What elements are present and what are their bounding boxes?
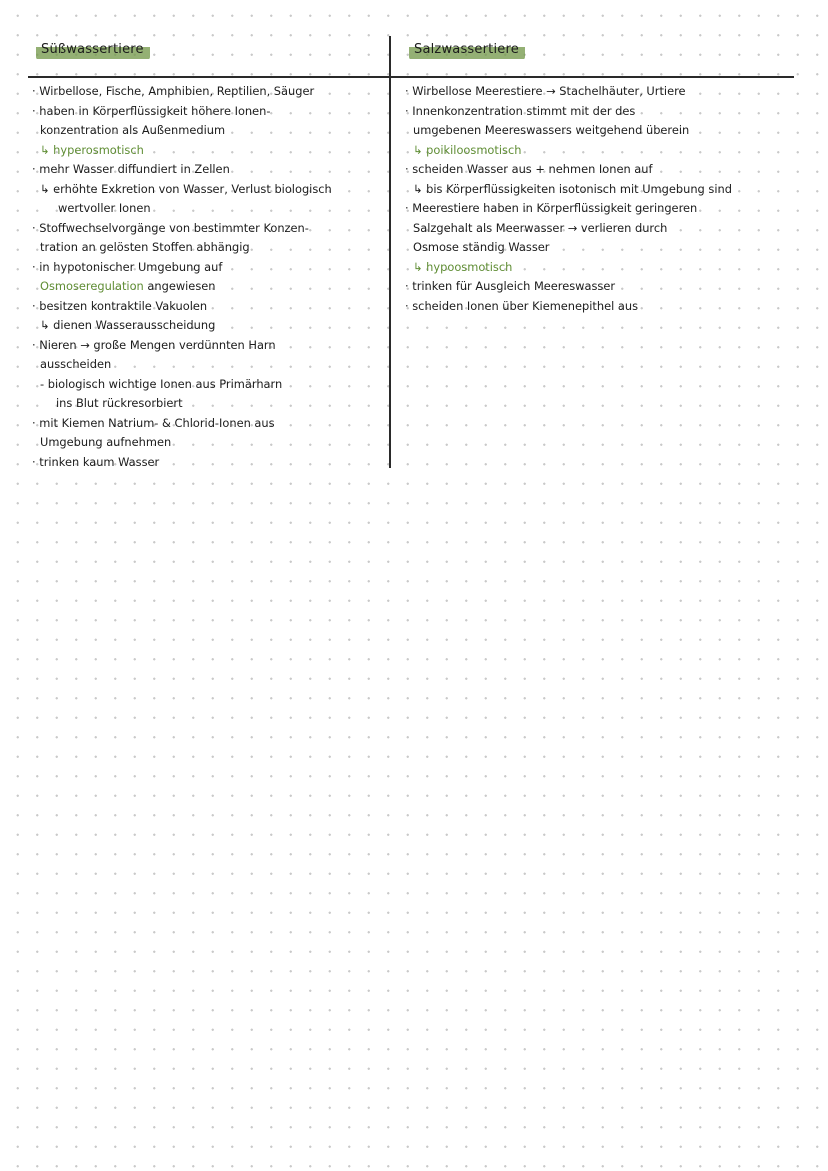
note-line: · Wirbellose Meerestiere → Stachelhäuter, Urtiere bbox=[405, 84, 686, 98]
note-line: · besitzen kontraktile Vakuolen bbox=[32, 298, 208, 313]
poikiloosmotic-note: ↳ poikiloosmotisch bbox=[413, 142, 522, 157]
note-line: · scheiden Wasser aus + nehmen Ionen auf bbox=[405, 162, 653, 176]
saltwater-notes bbox=[405, 82, 797, 316]
note-line: - biologisch wichtige Ionen aus Primärharn bbox=[40, 376, 283, 391]
hypoosmotic-note: ↳ hypoosmotisch bbox=[413, 259, 513, 274]
note-line: · haben in Körperflüssigkeit höhere Ionen- bbox=[32, 103, 271, 118]
column-divider-line bbox=[389, 36, 391, 468]
left-column-title: Süßwassertiere bbox=[36, 40, 150, 60]
note-line: · in hypotonischer Umgebung auf bbox=[32, 259, 223, 274]
note-line-rest: angewiesen bbox=[147, 279, 216, 293]
note-line: wertvoller Ionen bbox=[58, 201, 151, 215]
note-line: konzentration als Außenmedium bbox=[40, 123, 226, 137]
note-line: · Innenkonzentration stimmt mit der des bbox=[405, 103, 636, 118]
hyperosmotic-note: ↳ hyperosmotisch bbox=[40, 142, 144, 157]
osmoregulation-term: Osmoseregulation bbox=[40, 279, 144, 293]
note-line: Umgebung aufnehmen bbox=[40, 435, 172, 449]
note-line: ↳ dienen Wasserausscheidung bbox=[40, 318, 216, 332]
note-line: · Stoffwechselvorgänge von bestimmter Konzen- bbox=[32, 220, 309, 235]
note-line: · trinken für Ausgleich Meereswasser bbox=[405, 279, 616, 293]
note-line: · scheiden Ionen über Kiemenepithel aus bbox=[405, 298, 639, 313]
note-line: umgebenen Meereswassers weitgehend überein bbox=[413, 123, 690, 137]
note-line: ausscheiden bbox=[40, 357, 112, 371]
note-line: Salzgehalt als Meerwasser → verlieren durch bbox=[413, 220, 668, 235]
header-divider-line bbox=[28, 76, 794, 78]
right-column-title: Salzwassertiere bbox=[409, 40, 525, 60]
note-line bbox=[32, 277, 382, 297]
note-line: ins Blut rückresorbiert bbox=[56, 396, 183, 410]
note-line: ↳ erhöhte Exkretion von Wasser, Verlust biologisch bbox=[40, 181, 332, 196]
note-line: tration an gelösten Stoffen abhängig bbox=[40, 240, 250, 254]
note-line: · mit Kiemen Natrium- & Chlorid-Ionen aus bbox=[32, 415, 275, 430]
note-line: · Wirbellose, Fische, Amphibien, Reptilien, Säuger bbox=[32, 84, 315, 98]
note-line: ↳ bis Körperflüssigkeiten isotonisch mit Umgebung sind bbox=[413, 181, 732, 196]
note-line: · Nieren → große Mengen verdünnten Harn bbox=[32, 337, 276, 352]
note-line: · trinken kaum Wasser bbox=[32, 454, 160, 469]
note-line: · Meerestiere haben in Körperflüssigkeit geringeren bbox=[405, 201, 698, 215]
note-line: Osmose ständig Wasser bbox=[413, 240, 550, 254]
freshwater-notes bbox=[32, 82, 382, 472]
note-line: · mehr Wasser diffundiert in Zellen bbox=[32, 162, 230, 176]
